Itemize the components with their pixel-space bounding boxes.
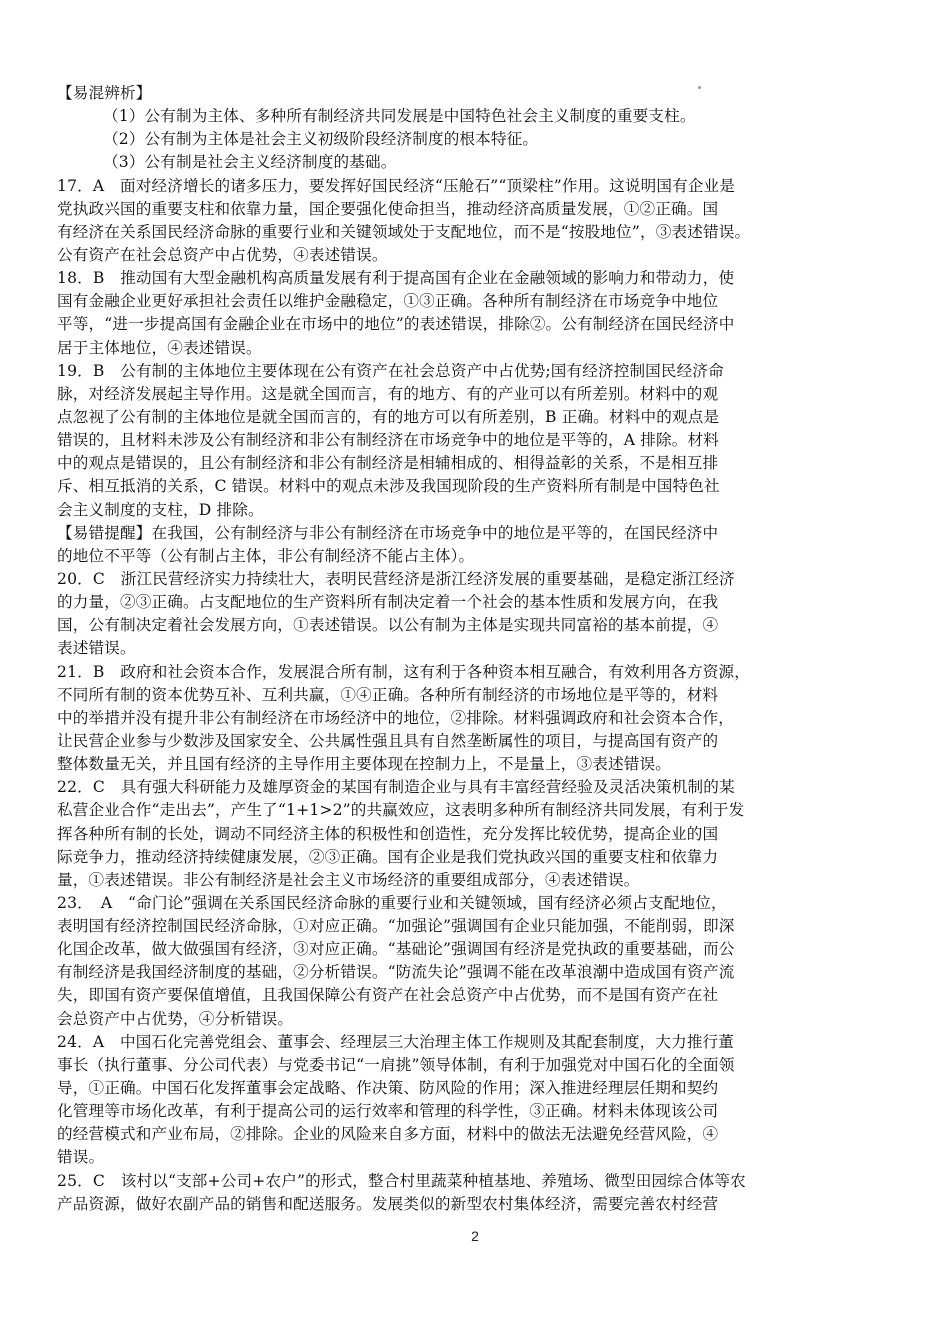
text-line: 国有金融企业更好承担社会责任以维护金融稳定，①③正确。各种所有制经济在市场竞争中地位 xyxy=(57,292,719,311)
document-body xyxy=(57,82,885,1216)
text-line: 18．B 推动国有大型金融机构高质量发展有利于提高国有企业在金融领域的影响力和带动力，使 xyxy=(57,269,735,288)
text-line: 的地位不平等（公有制占主体，非公有制经济不能占主体）。 xyxy=(57,546,475,565)
page-number: 2 xyxy=(471,1228,479,1244)
text-line: 表明国有经济控制国民经济命脉，①对应正确。“加强论”强调国有企业只能加强，不能削弱，即深 xyxy=(57,917,735,936)
text-line: 的力量，②③正确。占支配地位的生产资料所有制决定着一个社会的基本性质和发展方向，在我 xyxy=(57,593,719,612)
text-line: 中的观点是错误的，且公有制经济和非公有制经济是相辅相成的、相得益彰的关系，不是相互排 xyxy=(57,454,719,473)
text-line: 不同所有制的资本优势互补、互利共赢，①④正确。各种所有制经济的市场地位是平等的，材料 xyxy=(57,685,719,704)
text-line: 中的举措并没有提升非公有制经济在市场经济中的地位，②排除。材料强调政府和社会资本合作， xyxy=(57,708,734,727)
text-line: 失，即国有资产要保值增值，且我国保障公有资产在社会总资产中占优势，而不是国有资产在社 xyxy=(57,986,719,1005)
text-line: 事长（执行董事、分公司代表）与党委书记“一肩挑”领导体制，有利于加强党对中国石化的全面领 xyxy=(57,1055,735,1074)
text-line: 21．B 政府和社会资本合作，发展混合所有制，这有利于各种资本相互融合，有效利用各方资源， xyxy=(57,662,750,681)
text-line: （1）公有制为主体、多种所有制经济共同发展是中国特色社会主义制度的重要支柱。 xyxy=(103,107,696,126)
text-line: 错误。 xyxy=(57,1148,105,1167)
text-line: 平等，“进一步提高国有金融企业在市场中的地位”的表述错误，排除②。公有制经济在国民经济中 xyxy=(57,315,735,334)
text-line: 点忽视了公有制的主体地位是就全国而言的，有的地方可以有所差别，B 正确。材料中的观点是 xyxy=(57,407,720,426)
text-line: 整体数量无关，并且国有经济的主导作用主要体现在控制力上，不是量上，③表述错误。 xyxy=(57,755,672,774)
text-line: 让民营企业参与少数涉及国家安全、公共属性强且具有自然垄断属性的项目，与提高国有资产的 xyxy=(57,731,719,750)
text-line: 居于主体地位，④表述错误。 xyxy=(57,338,262,357)
text-line: 有制经济是我国经济制度的基础，②分析错误。“防流失论”强调不能在改革浪潮中造成国有资产流 xyxy=(57,963,735,982)
text-line: 化管理等市场化改革，有利于提高公司的运行效率和管理的科学性，③正确。材料未体现该公司 xyxy=(57,1102,719,1121)
text-line: （2）公有制为主体是社会主义初级阶段经济制度的根本特征。 xyxy=(103,130,539,149)
text-line: 25．C 该村以“支部+公司+农户”的形式，整合村里蔬菜种植基地、养殖场、微型田园综合体等农 xyxy=(57,1171,746,1190)
text-line: 23． A “命门论”强调在关系国民经济命脉的重要行业和关键领域，国有经济必须占支配地位， xyxy=(57,893,727,912)
text-line: 20．C 浙江民营经济实力持续壮大，表明民营经济是浙江经济发展的重要基础，是稳定浙江经济 xyxy=(57,569,735,588)
text-line: 会主义制度的支柱，D 排除。 xyxy=(57,500,264,519)
text-line: 的经营模式和产业布局，②排除。企业的风险来自多方面，材料中的做法无法避免经营风险，④ xyxy=(57,1125,719,1144)
text-line: （3）公有制是社会主义经济制度的基础。 xyxy=(103,153,397,172)
text-line: 17．A 面对经济增长的诸多压力，要发挥好国民经济“压舱石”“顶梁柱”作用。这说明国有企业是 xyxy=(57,176,736,195)
text-line: 脉，对经济发展起主导作用。这是就全国而言，有的地方、有的产业可以有所差别。材料中的观 xyxy=(57,384,719,403)
text-line: 挥各种所有制的长处，调动不同经济主体的积极性和创造性，充分发挥比较优势，提高企业的国 xyxy=(57,824,719,843)
text-line: 【易错提醒】在我国，公有制经济与非公有制经济在市场竞争中的地位是平等的，在国民经济中 xyxy=(57,523,719,542)
text-line: 导，①正确。中国石化发挥董事会定战略、作决策、防风险的作用；深入推进经理层任期和契约 xyxy=(57,1079,719,1098)
text-line: 错误的，且材料未涉及公有制经济和非公有制经济在市场竞争中的地位是平等的，A 排除。材料 xyxy=(57,431,720,450)
text-line: 产品资源，做好农副产品的销售和配送服务。发展类似的新型农村集体经济，需要完善农村经营 xyxy=(57,1194,719,1213)
text-line: 19．B 公有制的主体地位主要体现在公有资产在社会总资产中占优势;国有经济控制国民经济命 xyxy=(57,361,724,380)
text-line: 会总资产中占优势，④分析错误。 xyxy=(57,1009,294,1028)
text-line: 党执政兴国的重要支柱和依靠力量，国企要强化使命担当，推动经济高质量发展，①②正确。国 xyxy=(57,199,719,218)
text-line: 【易混辨析】 xyxy=(57,84,152,102)
text-line: 量，①表述错误。非公有制经济是社会主义市场经济的重要组成部分，④表述错误。 xyxy=(57,870,640,889)
text-line: 表述错误。 xyxy=(57,639,136,658)
text-line: 斥、相互抵消的关系，C 错误。材料中的观点未涉及我国现阶段的生产资料所有制是中国特色社 xyxy=(57,477,720,496)
text-line: 22．C 具有强大科研能力及雄厚资金的某国有制造企业与具有丰富经营经验及灵活决策机制的某 xyxy=(57,778,735,797)
text-line: 有经济在关系国民经济命脉的重要行业和关键领域处于支配地位，而不是“按股地位”，③表述错误。 xyxy=(57,222,751,241)
text-line: 际竞争力，推动经济持续健康发展，②③正确。国有企业是我们党执政兴国的重要支柱和依靠力 xyxy=(57,847,719,866)
text-line: 公有资产在社会总资产中占优势，④表述错误。 xyxy=(57,245,388,264)
text-line: 化国企改革，做大做强国有经济，③对应正确。“基础论”强调国有经济是党执政的重要基础，而公 xyxy=(57,940,735,959)
text-line: 国，公有制决定着社会发展方向，①表述错误。以公有制为主体是实现共同富裕的基本前提，④ xyxy=(57,616,719,635)
text-line: 私营企业合作“走出去”，产生了“1+1>2”的共赢效应，这表明多种所有制经济共同发展，有利于发 xyxy=(57,801,745,820)
text-line: 24．A 中国石化完善党组会、董事会、经理层三大治理主体工作规则及其配套制度，大力推行董 xyxy=(57,1032,735,1051)
